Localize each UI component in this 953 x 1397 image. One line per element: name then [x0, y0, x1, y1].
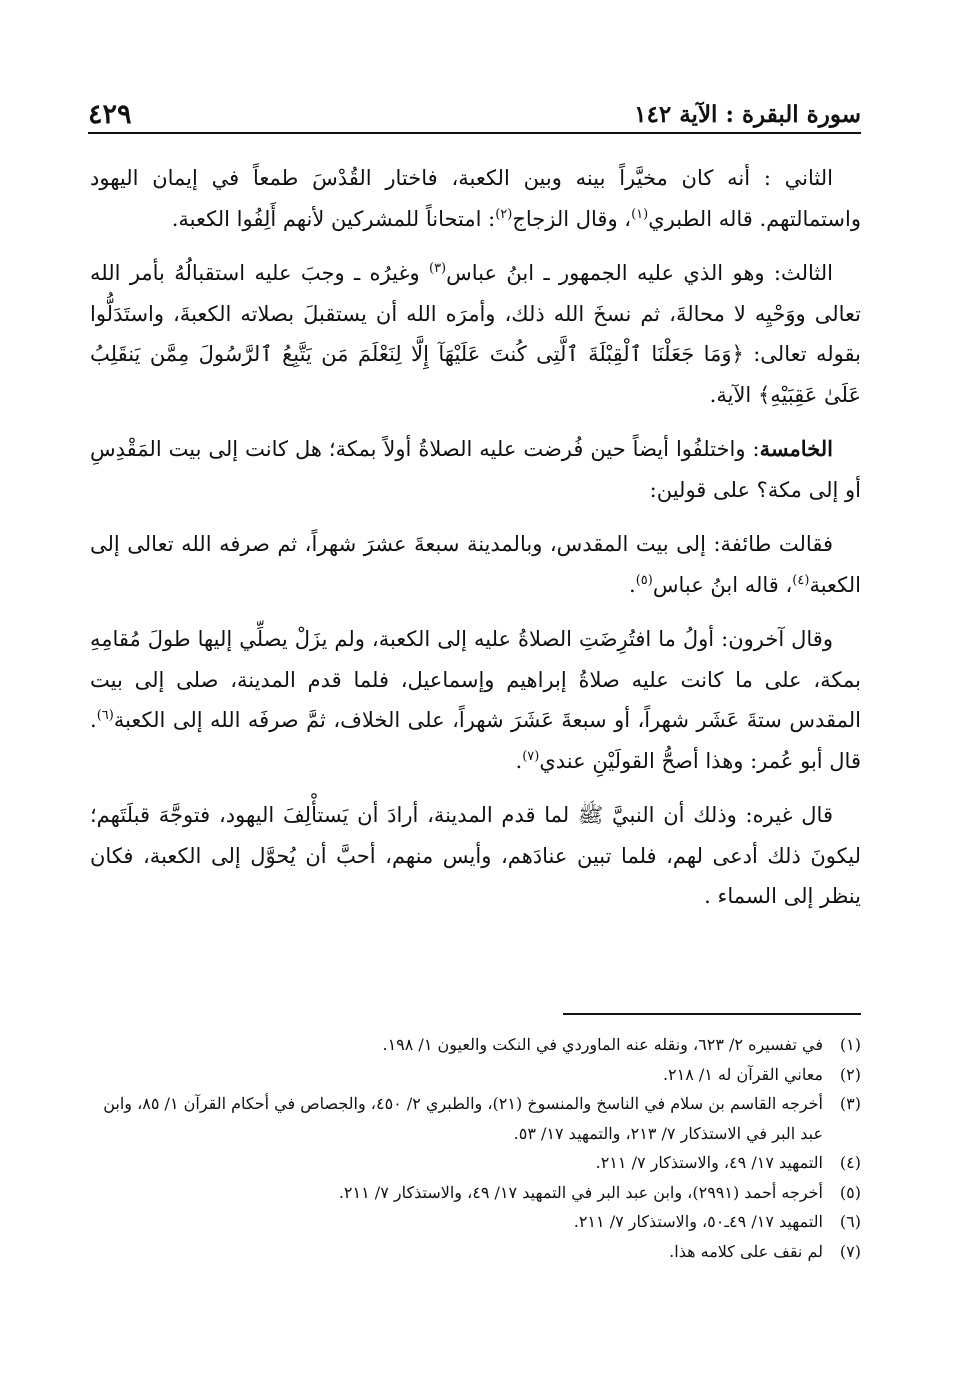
- footnote: [90, 1148, 861, 1178]
- text-run: الآية.: [709, 382, 758, 407]
- text-run: قال غيره: وذلك أن النبيَّ ﷺ لما قدم المدينة، أرادَ أن يَستأْلِفَ اليهود، فتوجَّهَ قبلَتَهم؛ ليكونَ ذلك أدعى لهم، فلما تبين عنادَهم، وأيس منهم، أحبَّ أن يُحوَّل إلى الكعبة، فكان ينظر إلى السماء .: [90, 803, 861, 908]
- footnote-text: التمهيد ١٧/ ٤٩، والاستذكار ٧/ ٢١١.: [595, 1153, 823, 1172]
- text-run: : واختلفُوا أيضاً حين فُرضت عليه الصلاةُ أولاً بمكة؛ هل كانت إلى بيت المَقْدِسِ أو إلى مكة؟ على قولين:: [90, 437, 861, 502]
- paragraph: [90, 429, 861, 510]
- footnote: [90, 1060, 861, 1090]
- paragraph: [90, 524, 861, 605]
- footnote-number: (٦): [839, 1212, 861, 1231]
- footnote: [90, 1237, 861, 1267]
- text-run: ، وقال الزجاج: [512, 206, 632, 231]
- text-run: وقال آخرون: أولُ ما افتُرِضَتِ الصلاةُ عليه إلى الكعبة، ولم يزَلْ يصلِّي إليها طولَ مُقامِهِ بمكة، على ما كانت عليه صلاةُ إبراهيم وإسماعيل، فلما قدم المدينة، صلى إلى بيت المقدس ستةَ عَشَر شهراً، أو سبعةَ عَشَرَ شهراً، على الخلاف، ثمَّ صرفَه الله إلى الكعبة: [90, 627, 861, 732]
- footnote-text: أخرجه أحمد (٢٩٩١)، وابن عبد البر في التمهيد ١٧/ ٤٩، والاستذكار ٧/ ٢١١.: [338, 1182, 823, 1202]
- text-run: .: [515, 748, 523, 773]
- page-number: ٤٢٩: [88, 99, 132, 130]
- footnote-ref: (٦): [96, 708, 114, 723]
- footnote-number: (٧): [839, 1241, 861, 1261]
- text-run: الثالث: وهو الذي عليه الجمهور ـ ابنُ عباس: [446, 261, 833, 285]
- footnote: [90, 1089, 861, 1148]
- paragraph: [90, 795, 861, 917]
- footnote-number: (٥): [839, 1182, 861, 1202]
- paragraph: [90, 158, 861, 239]
- footnote-text: معاني القرآن له ١/ ٢١٨.: [662, 1064, 823, 1084]
- running-header: [88, 92, 861, 134]
- text-run: فقالت طائفة: إلى بيت المقدس، وبالمدينة سبعةَ عشرَ شهراً، ثم صرفه الله تعالى إلى الكعبة: [90, 532, 861, 597]
- footnote: [90, 1178, 861, 1208]
- footnote-ref: (١): [631, 206, 649, 222]
- text-run: ، قاله ابنُ عباس: [652, 572, 793, 597]
- footnote: [90, 1207, 861, 1237]
- main-text: [90, 158, 861, 931]
- text-run: : امتحاناً للمشركين لأنهم أَلِفُوا الكعبة.: [171, 206, 496, 231]
- footnote-number: (٤): [839, 1153, 861, 1172]
- footnote-separator: [563, 1013, 861, 1015]
- footnote-number: (٣): [839, 1094, 861, 1113]
- text-run: الثاني : أنه كان مخيَّراً بينه وبين الكعبة، فاختار القُدْسَ طمعاً في إيمان اليهود واستمالتهم. قاله الطبري: [90, 166, 861, 231]
- footnote-text: أخرجه القاسم بن سلام في الناسخ والمنسوخ (٢١)، والطبري ٢/ ٤٥٠، والجصاص في أحكام القرآن ١/ ٨٥، وابن عبد البر في الاستذكار ٧/ ٢١٣، والتمهيد ١٧/ ٥٣.: [103, 1094, 823, 1143]
- footnote-number: (١): [839, 1035, 861, 1054]
- footnote-ref: (٥): [635, 572, 653, 588]
- footnote-ref: (٧): [522, 748, 540, 764]
- footnote-text: التمهيد ١٧/ ٤٩ـ٥٠، والاستذكار ٧/ ٢١١.: [573, 1212, 823, 1231]
- footnote-number: (٢): [839, 1064, 861, 1084]
- paragraph: [90, 619, 861, 781]
- footnote-ref: (٤): [792, 572, 810, 588]
- paragraph: [90, 253, 861, 415]
- text-run: . قال أبو عُمر: وهذا أصحُّ القولَيْنِ عندي: [90, 708, 861, 773]
- footnote-text: في تفسيره ٢/ ٦٢٣، ونقله عنه الماوردي في النكت والعيون ١/ ١٩٨.: [382, 1035, 823, 1054]
- quran-verse: ﴿وَمَا جَعَلْنَا ٱلْقِبْلَةَ ٱلَّتِى كُنتَ عَلَيْهَآ إِلَّا لِنَعْلَمَ مَن يَتَّبِعُ ٱلرَّسُولَ مِمَّن يَنقَلِبُ عَلَىٰ عَقِبَيْهِ﴾: [90, 342, 861, 407]
- text-run: وغيرُه ـ وجبَ عليه استقبالُهُ بأمر الله تعالى ووَحْيِه لا محالةَ، ثم نسخَ الله ذلك، وأمرَه الله أن يستقبلَ بصلاته الكعبةَ، واستَدَلُّوا بقوله تعالى:: [90, 261, 861, 366]
- footnote-ref: (٢): [495, 206, 513, 222]
- footnote-ref: (٣): [428, 261, 447, 276]
- paragraph-lead: الخامسة: [759, 436, 833, 461]
- footnotes: [90, 1030, 861, 1266]
- footnote-text: لم نقف على كلامه هذا.: [669, 1241, 823, 1261]
- footnote: [90, 1030, 861, 1060]
- header-title: سورة البقرة : الآية ١٤٢: [634, 101, 861, 128]
- text-run: .: [629, 572, 636, 597]
